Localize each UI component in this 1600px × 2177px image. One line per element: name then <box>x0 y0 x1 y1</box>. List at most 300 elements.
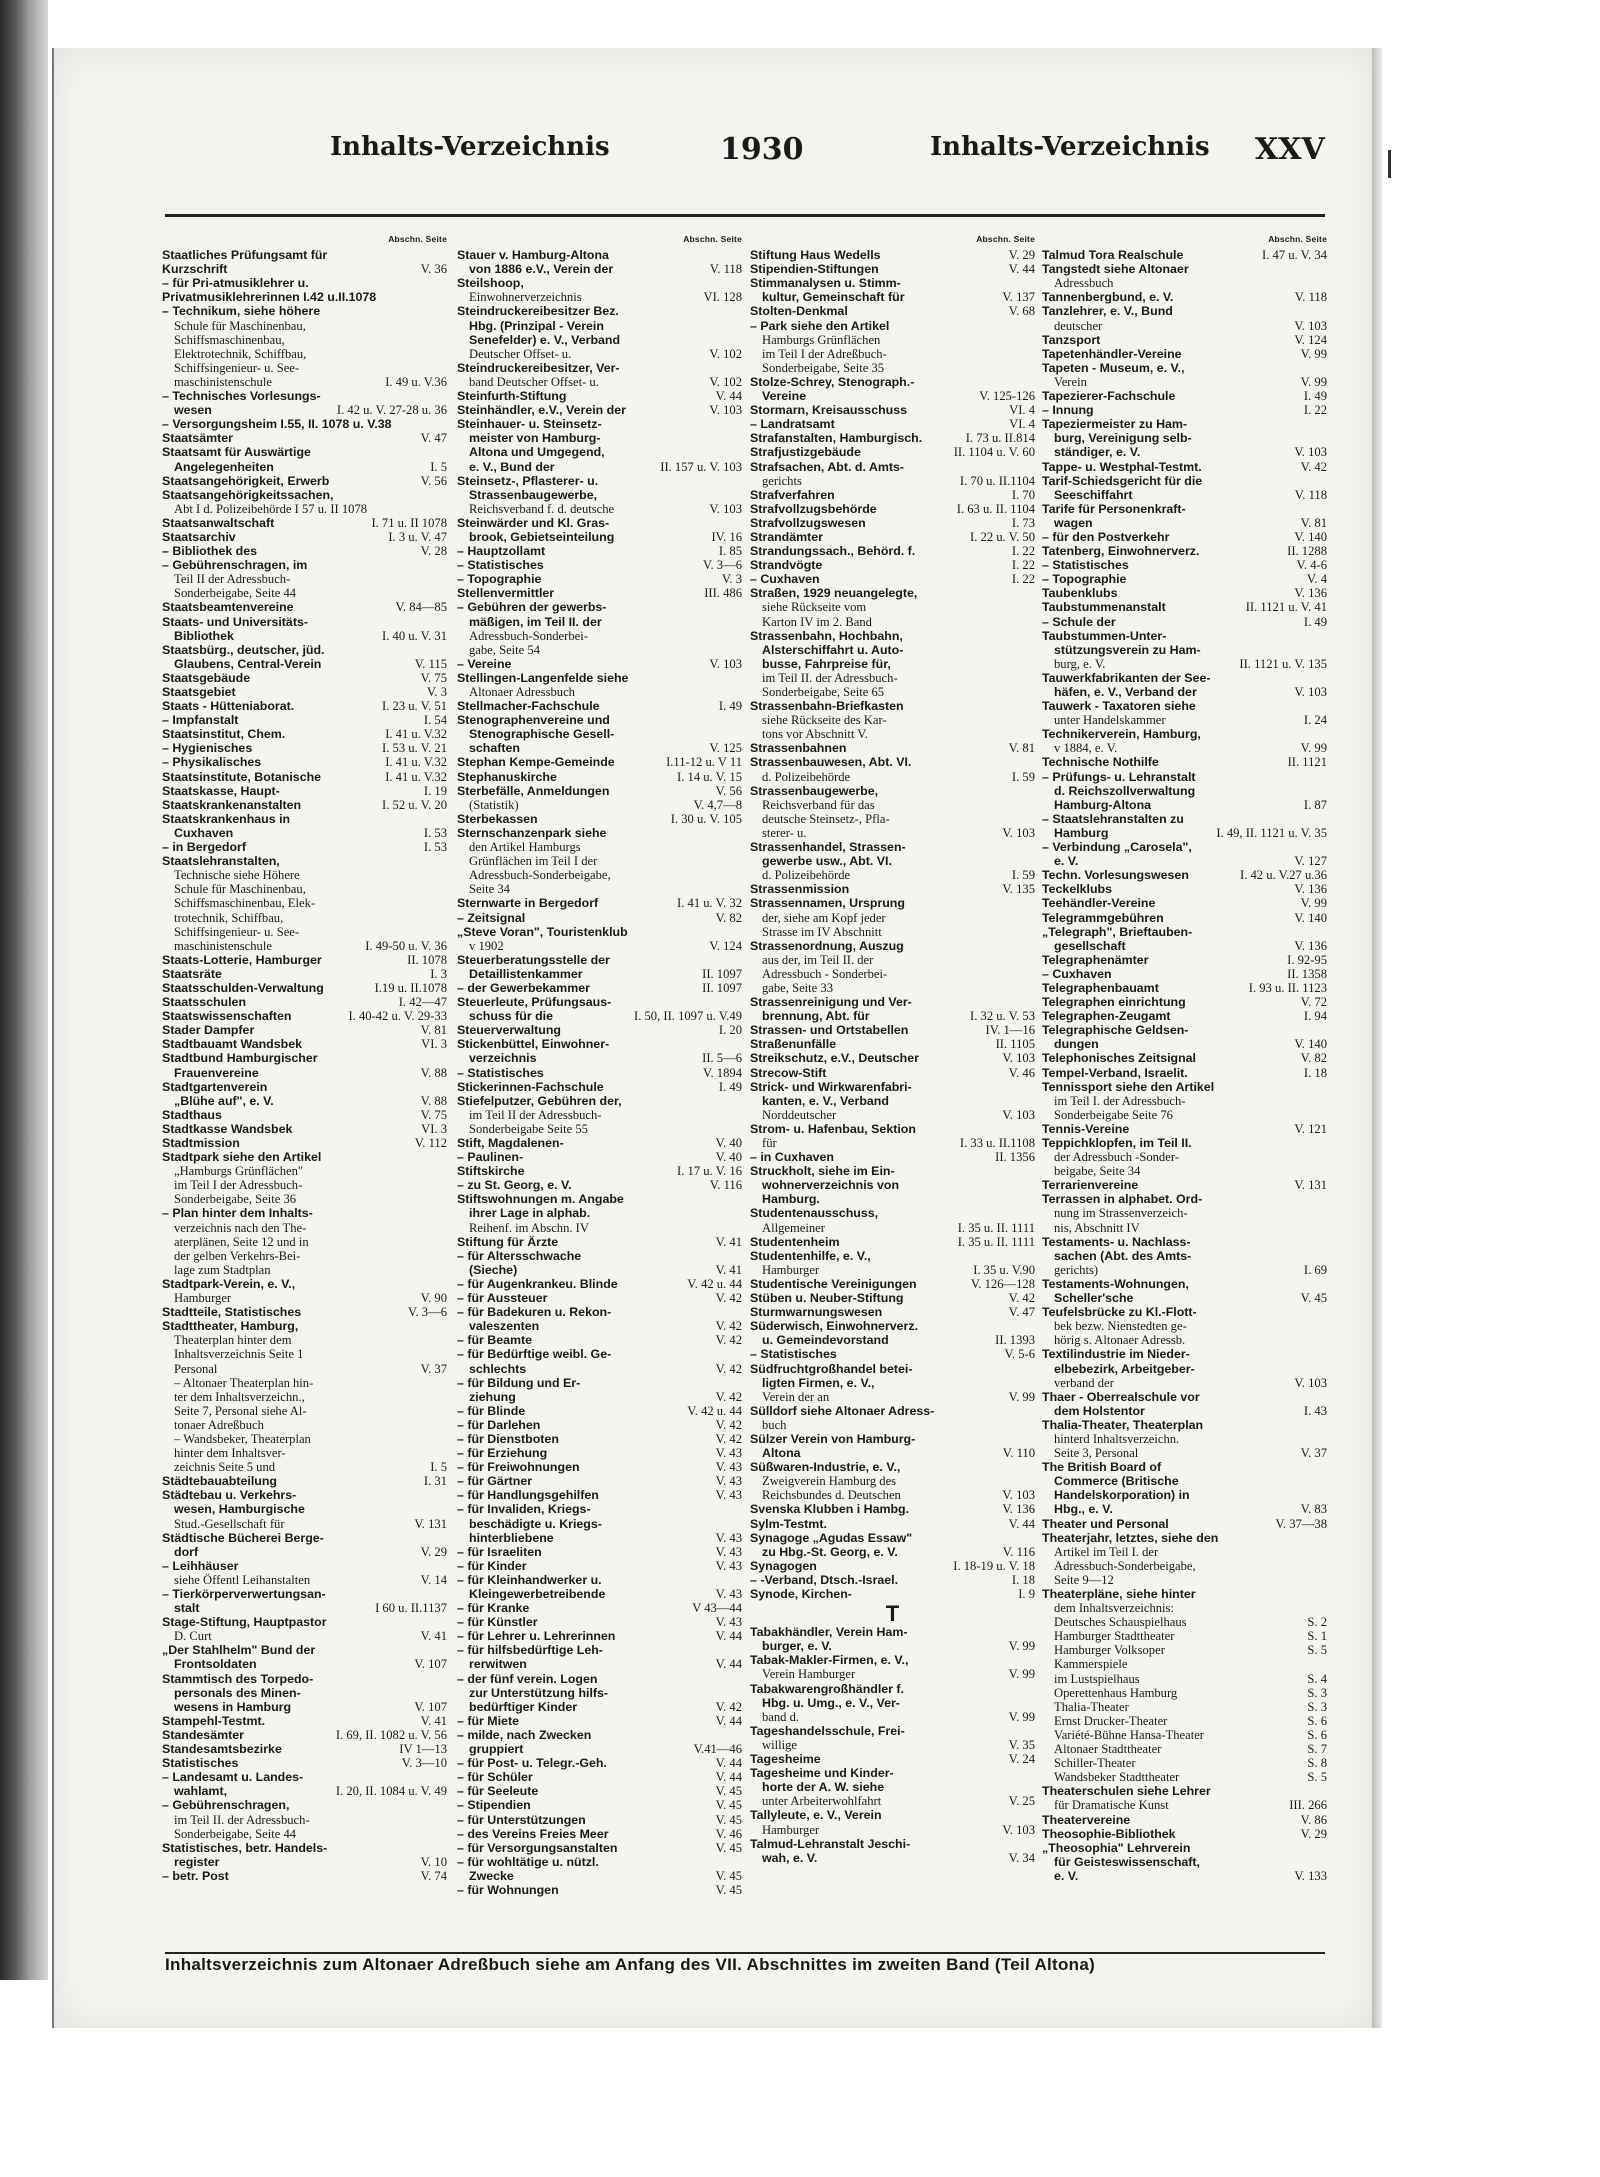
entry-term: – der Gewerbekammer <box>457 980 590 995</box>
entry-reference: I. 17 u. V. 16 <box>677 1164 742 1179</box>
entry-reference: V. 3—6 <box>408 1305 447 1320</box>
index-entry <box>457 1108 742 1122</box>
entry-reference: V. 46 <box>715 1826 742 1841</box>
index-entry <box>1042 1150 1327 1164</box>
entry-reference: I.11-12 u. V 11 <box>666 755 742 770</box>
entry-reference: V. 37 <box>1300 1446 1327 1461</box>
index-entry <box>1042 1404 1327 1418</box>
entry-reference: V. 35 <box>1008 1737 1035 1752</box>
entry-term: Stenographenvereine und <box>457 713 610 728</box>
entry-term: gesellschaft <box>1054 938 1126 953</box>
index-entry <box>457 925 742 939</box>
entry-term: Vereine <box>762 389 807 404</box>
entry-term: e. V. <box>1054 854 1079 869</box>
running-header-left: Inhalts-Verzeichnis <box>330 132 610 162</box>
entry-reference: V. 44 <box>715 1756 742 1771</box>
entry-term: – für Lehrer u. Lehrerinnen <box>457 1629 616 1644</box>
entry-reference: S. 6 <box>1307 1713 1327 1728</box>
index-entry <box>457 1474 742 1488</box>
index-entry <box>750 1319 1035 1333</box>
entry-term: Deutsches Schauspielhaus <box>1054 1615 1187 1630</box>
entry-term: Telegraphen-Zeugamt <box>1042 1009 1171 1024</box>
index-entry <box>750 290 1035 304</box>
entry-reference: II. 1121 u. V. 41 <box>1245 600 1327 615</box>
entry-term: Frontsoldaten <box>174 1657 257 1672</box>
entry-term: Standesamtsbezirke <box>162 1742 282 1757</box>
entry-reference: II. 1288 <box>1287 544 1327 559</box>
index-entry <box>162 1235 447 1249</box>
index-entry <box>162 1714 447 1728</box>
entry-reference: II. 157 u. V. 103 <box>660 459 742 474</box>
entry-term: Textilindustrie im Nieder- <box>1042 1347 1190 1362</box>
entry-reference: II. 1121 <box>1287 755 1327 770</box>
entry-term: Theaterjahr, letztes, siehe den <box>1042 1530 1219 1545</box>
entry-reference: S. 2 <box>1307 1615 1327 1630</box>
entry-term: – Cuxhaven <box>1042 966 1112 981</box>
entry-term: Wandsbeker Stadttheater <box>1054 1770 1180 1785</box>
entry-term: der Adressbuch -Sonder- <box>1054 1150 1179 1165</box>
entry-term: Seite 34 <box>469 882 510 897</box>
index-entry <box>162 615 447 629</box>
index-entry <box>162 361 447 375</box>
entry-term: – für hilfsbedürftige Leh- <box>457 1643 603 1658</box>
entry-reference: V. 103 <box>1002 1488 1035 1503</box>
index-entry <box>162 389 447 403</box>
index-entry <box>1042 1446 1327 1460</box>
index-entry <box>457 474 742 488</box>
index-entry <box>162 1023 447 1037</box>
index-entry <box>457 657 742 671</box>
index-entry <box>1042 516 1327 530</box>
entry-term: unter Handelskammer <box>1054 713 1166 728</box>
entry-term: hinter dem Inhaltsver- <box>174 1446 286 1461</box>
entry-term: – Tierkörperverwertungsan- <box>162 1587 326 1601</box>
entry-term: Theater und Personal <box>1042 1516 1169 1531</box>
index-entry <box>457 741 742 755</box>
entry-term: – für Invaliden, Kriegs- <box>457 1502 591 1517</box>
entry-reference: V. 99 <box>1008 1639 1035 1654</box>
index-entry <box>162 840 447 854</box>
entry-term: – Statistisches <box>457 1065 544 1080</box>
entry-term: Scheller'sche <box>1054 1291 1134 1306</box>
entry-term: Angelegenheiten <box>174 459 274 474</box>
index-entry <box>750 643 1035 657</box>
entry-term: Staatskrankenanstalten <box>162 797 302 812</box>
index-entry <box>457 826 742 840</box>
entry-term: brennung, Abt. für <box>762 1009 870 1024</box>
index-entry <box>1042 1798 1327 1812</box>
index-entry <box>750 1837 1035 1851</box>
entry-reference: V. 112 <box>414 1136 447 1150</box>
entry-term: Stickerinnen-Fachschule <box>457 1079 604 1094</box>
entry-term: Verein der an <box>762 1389 830 1404</box>
entry-term: – für Aussteuer <box>457 1291 548 1306</box>
index-entry <box>162 1376 447 1390</box>
index-entry <box>457 1136 742 1150</box>
index-entry <box>750 1192 1035 1206</box>
entry-term: Stickenbüttel, Einwohner- <box>457 1037 610 1052</box>
entry-reference: V. 37—38 <box>1275 1516 1327 1531</box>
index-entry <box>750 1009 1035 1023</box>
index-entry <box>162 1305 447 1319</box>
index-entry <box>162 1770 447 1784</box>
index-entry <box>162 248 447 262</box>
entry-term: siehe Rückseite vom <box>762 600 867 615</box>
entry-term: Staatsräte <box>162 966 222 981</box>
index-entry <box>1042 1080 1327 1094</box>
entry-term: d. Reichszollverwaltung <box>1054 783 1196 798</box>
index-entry <box>750 939 1035 953</box>
index-entry <box>1042 1855 1327 1869</box>
index-entry <box>457 939 742 953</box>
entry-term: Tagesheime <box>750 1752 821 1767</box>
entry-reference: I. 22 u. V. 50 <box>970 529 1035 544</box>
entry-term: – für Altersschwache <box>457 1248 582 1263</box>
index-entry <box>1042 1122 1327 1136</box>
entry-term: ständiger, e. V. <box>1054 445 1141 460</box>
entry-term: Strafjustizgebäude <box>750 445 861 460</box>
entry-term: Hamburg-Altona <box>1054 797 1152 812</box>
entry-term: schaften <box>469 741 520 756</box>
entry-term: – für Freiwohnungen <box>457 1460 580 1475</box>
index-entry <box>750 1545 1035 1559</box>
index-entry <box>750 1277 1035 1291</box>
index-entry <box>750 474 1035 488</box>
entry-term: Detaillistenkammer <box>469 966 583 981</box>
entry-term: u. Gemeindevorstand <box>762 1333 889 1348</box>
entry-reference: I. 49 <box>718 1079 742 1094</box>
entry-term: Commerce (Britische <box>1054 1474 1179 1489</box>
index-column-1 <box>162 232 447 1952</box>
index-entry <box>1042 1573 1327 1587</box>
entry-term: – Cuxhaven <box>750 572 820 587</box>
index-entry <box>457 1094 742 1108</box>
index-entry <box>750 389 1035 403</box>
index-entry <box>457 1714 742 1728</box>
index-entry <box>750 1823 1035 1837</box>
entry-term: Steuerverwaltung <box>457 1023 561 1038</box>
index-entry <box>1042 1418 1327 1432</box>
entry-term: Tanzlehrer, e. V., Bund <box>1042 304 1173 319</box>
index-entry <box>750 1291 1035 1305</box>
entry-reference: I. 41 u. V.32 <box>385 727 447 742</box>
entry-term: Straßenunfälle <box>750 1037 837 1052</box>
index-entry <box>457 304 742 318</box>
entry-reference: V. 126—128 <box>970 1276 1035 1291</box>
entry-term: Personal <box>174 1361 218 1376</box>
entry-term: Synagogen <box>750 1558 817 1573</box>
entry-reference: I. 85 <box>718 544 742 559</box>
entry-term: Theaterpläne, siehe hinter <box>1042 1587 1196 1601</box>
index-entry <box>1042 840 1327 854</box>
index-entry <box>162 1390 447 1404</box>
index-entry <box>750 629 1035 643</box>
entry-term: tons vor Abschnitt V. <box>762 727 868 742</box>
entry-term: Stephanuskirche <box>457 769 557 784</box>
footer-note: Inhaltsverzeichnis zum Altonaer Adreßbuch siehe am Anfang des VII. Abschnittes im zweiten Band (Teil Altona) <box>165 1955 1096 1974</box>
entry-reference: I. 19 <box>423 783 447 798</box>
entry-reference: I. 43 <box>1303 1403 1327 1418</box>
entry-reference: V. 47 <box>1008 1305 1035 1320</box>
entry-reference: V. 74 <box>420 1868 447 1883</box>
entry-term: – in Bergedorf <box>162 840 246 855</box>
entry-term: verzeichnis nach den The- <box>174 1220 307 1235</box>
index-entry <box>750 981 1035 995</box>
index-entry <box>1042 1376 1327 1390</box>
entry-term: deutsche Steinsetz-, Pfla- <box>762 811 890 826</box>
entry-term: Tabakwarengroßhändler f. <box>750 1681 904 1696</box>
index-entry <box>750 685 1035 699</box>
index-entry <box>162 276 447 290</box>
entry-term: Stadtkasse Wandsbek <box>162 1121 293 1136</box>
index-entry <box>162 967 447 981</box>
entry-reference: V. 36 <box>420 262 447 277</box>
index-entry <box>750 967 1035 981</box>
index-entry <box>1042 995 1327 1009</box>
index-entry <box>1042 770 1327 784</box>
entry-term: – für Bedürftige weibl. Ge- <box>457 1347 612 1362</box>
entry-term: – Plan hinter dem Inhalts- <box>162 1206 313 1221</box>
entry-term: Stormarn, Kreisausschuss <box>750 403 908 418</box>
index-entry <box>162 911 447 925</box>
entry-term: Stadtbund Hamburgischer <box>162 1051 318 1066</box>
index-entry <box>162 1291 447 1305</box>
entry-reference: I. 35 u. V.90 <box>973 1262 1035 1277</box>
entry-reference: II. 5—6 <box>702 1051 742 1066</box>
index-entry <box>457 1192 742 1206</box>
entry-term: Teil II der Adressbuch- <box>174 572 291 587</box>
index-entry <box>1042 1192 1327 1206</box>
entry-term: Inhaltsverzeichnis Seite 1 <box>174 1347 304 1362</box>
entry-reference: III. 486 <box>704 586 742 601</box>
entry-reference: I. 41 u. V.32 <box>385 755 447 770</box>
index-entry <box>750 1108 1035 1122</box>
entry-term: – Leihhäuser <box>162 1558 239 1573</box>
entry-term: Deutscher Offset- u. <box>469 346 572 361</box>
entry-term: Sonderbeigabe, Seite 44 <box>174 1826 297 1841</box>
entry-term: Tagesheime und Kinder- <box>750 1766 894 1781</box>
entry-term: gabe, Seite 33 <box>762 980 833 995</box>
index-entry <box>1042 896 1327 910</box>
entry-reference: V. 86 <box>1300 1812 1327 1827</box>
entry-term: Staatsamt für Auswärtige <box>162 445 311 460</box>
entry-term: Reihenf. im Abschn. IV <box>469 1220 589 1235</box>
index-entry <box>750 1851 1035 1865</box>
entry-reference: V. 102 <box>709 374 742 389</box>
entry-reference: V. 124 <box>709 938 742 953</box>
index-entry <box>162 333 447 347</box>
index-entry <box>1042 1460 1327 1474</box>
index-entry <box>162 1178 447 1192</box>
entry-reference: I. 53 <box>423 825 447 840</box>
entry-reference: V. 47 <box>420 431 447 446</box>
entry-term: Telegraphen einrichtung <box>1042 995 1186 1010</box>
index-entry <box>750 1362 1035 1376</box>
entry-reference: V. 56 <box>420 473 447 488</box>
entry-term: Stadthaus <box>162 1107 222 1122</box>
scan-mark <box>1388 150 1391 178</box>
entry-term: Tapeziermeister zu Ham- <box>1042 417 1188 432</box>
index-entry <box>1042 290 1327 304</box>
entry-term: Strassennamen, Ursprung <box>750 896 905 911</box>
entry-term: Hamburger <box>762 1822 820 1837</box>
entry-reference: V. 88 <box>420 1093 447 1108</box>
entry-term: Thalia-Theater <box>1054 1699 1129 1714</box>
index-entry <box>162 1094 447 1108</box>
entry-term: Techn. Vorlesungswesen <box>1042 868 1189 883</box>
entry-reference: V. 118 <box>1294 487 1327 502</box>
index-entry <box>457 361 742 375</box>
index-entry <box>1042 615 1327 629</box>
entry-reference: II. 1358 <box>1287 966 1327 981</box>
index-entry <box>162 1474 447 1488</box>
index-entry <box>457 1178 742 1192</box>
entry-term: für <box>762 1136 777 1150</box>
entry-reference: VI. 4 <box>1009 403 1035 418</box>
entry-term: Altona <box>762 1446 801 1461</box>
entry-reference: V. 42 <box>1300 459 1327 474</box>
entry-term: Südfruchtgroßhandel betei- <box>750 1361 913 1376</box>
index-entry <box>750 953 1035 967</box>
index-entry <box>1042 530 1327 544</box>
index-entry <box>1042 431 1327 445</box>
entry-term: mäßigen, im Teil II. der <box>469 614 602 629</box>
entry-reference: V. 107 <box>414 1699 447 1714</box>
index-entry <box>750 713 1035 727</box>
entry-term: Staatsinstitute, Botanische <box>162 769 322 784</box>
entry-term: Strick- und Wirkwarenfabri- <box>750 1079 912 1094</box>
index-entry <box>457 671 742 685</box>
scan-page-edge <box>1372 48 1382 2028</box>
entry-term: – für Miete <box>457 1713 519 1728</box>
entry-reference: V. 103 <box>1002 825 1035 840</box>
index-entry <box>457 1587 742 1601</box>
index-entry <box>457 1813 742 1827</box>
index-entry <box>457 1686 742 1700</box>
index-entry <box>750 1066 1035 1080</box>
index-entry <box>457 1432 742 1446</box>
entry-reference: V. 136 <box>1294 586 1327 601</box>
index-entry <box>162 572 447 586</box>
entry-term: Hamburger <box>174 1291 232 1306</box>
entry-reference: V. 83 <box>1300 1502 1327 1517</box>
index-entry <box>162 403 447 417</box>
index-entry <box>1042 826 1327 840</box>
index-entry <box>457 1629 742 1643</box>
entry-reference: I. 53 u. V. 21 <box>382 741 447 756</box>
entry-term: – Statistisches <box>750 1347 837 1362</box>
entry-term: – für Kleinhandwerker u. <box>457 1572 602 1587</box>
column-head: Abschn. Seite <box>976 234 1035 244</box>
entry-term: beschädigte u. Kriegs- <box>469 1516 602 1531</box>
entry-term: stützungsverein zu Ham- <box>1054 642 1201 657</box>
index-entry <box>1042 1502 1327 1516</box>
entry-term: Seite 9—12 <box>1054 1572 1114 1587</box>
entry-reference: V. 42 u. 44 <box>687 1403 742 1418</box>
index-entry <box>162 953 447 967</box>
entry-term: ziehung <box>469 1389 516 1404</box>
entry-term: Strafverfahren <box>750 487 835 502</box>
index-entry <box>162 1686 447 1700</box>
index-entry <box>750 1625 1035 1639</box>
index-entry <box>750 925 1035 939</box>
entry-reference: V. 28 <box>420 544 447 559</box>
index-entry <box>457 389 742 403</box>
index-entry <box>162 304 447 318</box>
entry-term: – Topographie <box>457 572 542 587</box>
entry-reference: II. 1121 u. V. 135 <box>1239 656 1327 671</box>
entry-term: wohnerverzeichnis von <box>762 1178 900 1193</box>
index-entry <box>1042 868 1327 882</box>
index-entry <box>457 1390 742 1404</box>
entry-term: Statistisches <box>162 1756 239 1771</box>
entry-term: (Sieche) <box>469 1262 518 1277</box>
entry-term: – für Blinde <box>457 1403 526 1418</box>
entry-reference: V. 140 <box>1294 1037 1327 1052</box>
index-entry <box>162 1657 447 1671</box>
entry-reference: V. 90 <box>420 1291 447 1306</box>
index-entry <box>457 713 742 727</box>
entry-reference: V. 81 <box>1300 515 1327 530</box>
index-entry <box>162 417 447 431</box>
index-entry <box>457 727 742 741</box>
entry-reference: V. 45 <box>715 1840 742 1855</box>
index-entry <box>162 460 447 474</box>
entry-reference: S. 3 <box>1307 1685 1327 1700</box>
entry-term: „Telegraph", Brieftauben- <box>1042 924 1193 939</box>
entry-term: Strassenhandel, Strassen- <box>750 840 906 855</box>
entry-reference: V. 40 <box>715 1150 742 1165</box>
entry-reference: V. 43 <box>715 1558 742 1573</box>
index-entry <box>457 1601 742 1615</box>
index-entry <box>1042 488 1327 502</box>
entry-reference: I. 73 <box>1011 515 1035 530</box>
index-entry <box>162 1432 447 1446</box>
index-entry <box>162 629 447 643</box>
entry-reference: V. 10 <box>420 1854 447 1869</box>
entry-term: Studentenhilfe, e. V., <box>750 1248 871 1263</box>
index-entry <box>750 1808 1035 1822</box>
index-entry <box>457 1347 742 1361</box>
entry-term: Studentische Vereinigungen <box>750 1276 917 1291</box>
entry-term: Sonderbeigabe, Seite 36 <box>174 1192 297 1207</box>
index-entry <box>750 1390 1035 1404</box>
entry-reference: V. 103 <box>709 656 742 671</box>
entry-term: Staatsanwaltschaft <box>162 515 275 530</box>
entry-term: – milde, nach Zwecken <box>457 1727 592 1742</box>
index-entry <box>750 896 1035 910</box>
index-entry <box>1042 1305 1327 1319</box>
index-entry <box>457 1728 742 1742</box>
index-entry <box>750 1051 1035 1065</box>
entry-term: burg, e. V. <box>1054 656 1106 671</box>
index-entry <box>750 1559 1035 1573</box>
entry-reference: V. 25 <box>1008 1794 1035 1809</box>
entry-term: Adressbuch-Sonderbeigabe, <box>1054 1558 1196 1573</box>
index-entry <box>162 290 447 304</box>
entry-term: Altona und Umgegend, <box>469 445 605 460</box>
index-entry <box>1042 882 1327 896</box>
entry-term: wesens in Hamburg <box>174 1699 292 1714</box>
index-entry <box>457 1827 742 1841</box>
index-entry <box>162 1728 447 1742</box>
entry-term: Synagoge „Agudas Essaw" <box>750 1530 913 1545</box>
entry-term: im Teil II. der Adressbuch- <box>762 670 898 685</box>
entry-term: siehe Rückseite des Kar- <box>762 713 887 728</box>
index-entry <box>457 643 742 657</box>
index-entry <box>457 1122 742 1136</box>
index-entry <box>457 1798 742 1812</box>
